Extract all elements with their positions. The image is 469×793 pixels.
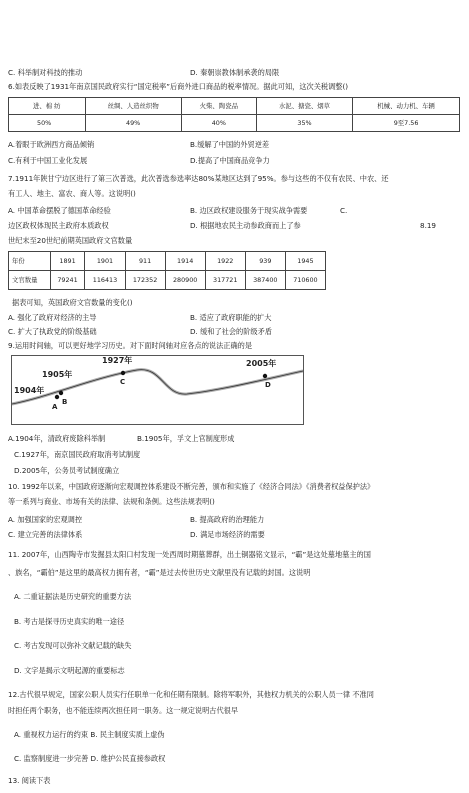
q12-options-cd: C. 监察制度进一步完善 D. 维护公民直接参政权 xyxy=(14,754,166,763)
q6-header-cell: 进、棉 纺 xyxy=(9,98,86,115)
q5-option-d: D. 秦朝崇教体制承袭的局限 xyxy=(190,68,280,77)
q11-stem-line2: 、族名，“霸伯”是这里的最高权力拥有者，“霸”是过去传世历史文献里没有记载的封国。这说明 xyxy=(8,568,311,577)
q8-year-cell: 939 xyxy=(245,252,285,271)
q6-header-cell: 火柴、陶瓷品 xyxy=(181,98,256,115)
q9-label-1927: 1927年 xyxy=(102,356,133,365)
q8-year-cell: 911 xyxy=(125,252,165,271)
q6-value-cell: 9至7.56 xyxy=(353,115,460,132)
q8-year-cell: 1914 xyxy=(165,252,205,271)
q9-point-d-dot xyxy=(263,374,267,378)
q8-count-cell: 172352 xyxy=(125,271,165,290)
q11-option-c: C. 考古发现可以弥补文献记载的缺失 xyxy=(14,641,132,650)
q9-point-a-dot xyxy=(55,395,59,399)
q10-option-d: D. 满足市场经济的需要 xyxy=(190,530,265,539)
q9-option-d: D.2005年，公务员考试制度确立 xyxy=(14,466,120,475)
q9-label-1905: 1905年 xyxy=(42,370,73,379)
q12-stem-line2: 时担任两个职务，也不能连续两次担任同一职务。这一规定说明古代很早 xyxy=(8,706,239,715)
q9-point-c: C xyxy=(120,378,126,386)
q7-stem-line2: 有工人、地主、富农、商人等。这说明() xyxy=(8,189,136,198)
q6-option-a: A.着眼于欧洲西方商品倾销 xyxy=(8,140,95,149)
q6-option-d: D.提高了中国商品竞争力 xyxy=(190,156,270,165)
q10-option-a: A. 加强国家的宏观调控 xyxy=(8,515,83,524)
q6-value-cell: 35% xyxy=(256,115,352,132)
q10-stem-line1: 10. 1992年以来，中国政府逐渐向宏观调控体系建设不断完善，颁布和实施了《经济合同法》《消费者权益保护法》 xyxy=(8,482,375,491)
q8-count-cell: 116413 xyxy=(85,271,125,290)
q9-point-a: A xyxy=(52,403,58,411)
q8-count-cell: 317721 xyxy=(205,271,245,290)
q8-option-b: B. 适应了政府职能的扩大 xyxy=(190,313,272,322)
q8-option-c: C. 扩大了执政党的阶级基础 xyxy=(8,327,97,336)
q8-year-cell: 1945 xyxy=(285,252,325,271)
q6-option-c: C.有利于中国工业化发展 xyxy=(8,156,88,165)
q10-option-b: B. 提高政府的治理能力 xyxy=(190,515,265,524)
q6-value-cell: 49% xyxy=(85,115,181,132)
q6-value-cell: 40% xyxy=(181,115,256,132)
q8-stem: 据表可知，英国政府文官数量的变化() xyxy=(12,298,133,307)
q12-options-ab: A. 重视权力运行的约束 B. 民主制度实质上虚伪 xyxy=(14,730,165,739)
q6-value-cell: 50% xyxy=(9,115,86,132)
q9-stem: 9.运用时间轴，可以更好地学习历史。对下面时间轴对应各点的说法正确的是 xyxy=(8,341,253,350)
q9-point-c-dot xyxy=(121,371,125,375)
q7-option-a: A. 中国革命摆脱了德国革命经验 xyxy=(8,206,111,215)
q5-option-c: C. 科举制对科技的推动 xyxy=(8,68,83,77)
q8-year-cell: 1922 xyxy=(205,252,245,271)
q8-option-a: A. 强化了政府对经济的主导 xyxy=(8,313,97,322)
q9-option-a: A.1904年，清政府废除科举制 xyxy=(8,434,106,443)
q6-header-cell: 机械、动力机、车辆 xyxy=(353,98,460,115)
q10-option-c: C. 建立完善的法律体系 xyxy=(8,530,83,539)
q8-count-cell: 387400 xyxy=(245,271,285,290)
q11-option-d: D. 文字是揭示文明起源的重要标志 xyxy=(14,666,125,675)
q13-stem: 13. 阅读下表 xyxy=(8,776,51,785)
q8-row-label: 文官数量 xyxy=(9,271,51,290)
q8-year-cell: 1901 xyxy=(85,252,125,271)
q7-option-d: D. 根据地农民主动参政商而上了参 xyxy=(190,221,301,230)
q10-stem-line2: 等一系列与商业、市场有关的法律、法规和条例。这些法规表明() xyxy=(8,497,215,506)
q8-row-label: 年份 xyxy=(9,252,51,271)
q8-count-cell: 710600 xyxy=(285,271,325,290)
q9-label-2005: 2005年 xyxy=(246,359,277,368)
q7-stem-line1: 7.1911年陕甘宁边区进行了第三次普选，此次普选参选率达80%某地区达到了95%。参与这些的不仅有农民、中农、还 xyxy=(8,174,389,183)
q8-table-title: 世纪末至20世纪前期英国政府文官数量 xyxy=(8,236,133,245)
q9-label-1904: 1904年 xyxy=(14,386,45,395)
q6-header-cell: 丝绸、人造丝织物 xyxy=(85,98,181,115)
q8-count-cell: 280900 xyxy=(165,271,205,290)
q8-year-cell: 1891 xyxy=(50,252,85,271)
q12-stem-line1: 12.古代很早规定，国家公职人员实行任职单一化和任期有限制。除将军职外，其他权力机关的公职人员一律 不准同 xyxy=(8,690,374,699)
q9-timeline-figure xyxy=(11,355,304,425)
q6-header-cell: 水泥、搪瓷、烟草 xyxy=(256,98,352,115)
q7-option-c-letter: C. xyxy=(340,206,348,215)
q9-point-b-dot xyxy=(59,391,63,395)
q8-count-cell: 79241 xyxy=(50,271,85,290)
q9-point-d: D xyxy=(265,381,271,389)
q11-option-b: B. 考古是探寻历史真实的唯一途径 xyxy=(14,617,125,626)
q11-option-a: A. 二重证据法是历史研究的重要方法 xyxy=(14,592,132,601)
q9-option-b: B.1905年，孚文上官制度形成 xyxy=(137,434,235,443)
q8-number: 8.19 xyxy=(420,221,437,230)
q9-option-c: C.1927年，南京国民政府取消考试制度 xyxy=(14,450,141,459)
q8-option-d: D. 缓和了社会的阶级矛盾 xyxy=(190,327,272,336)
q6-tariff-table xyxy=(8,97,460,132)
q11-stem-line1: 11. 2007年，山西陶寺市发掘县太阳口村发现一处西周时期墓葬群，出土铜器铭文显示，“霸”是这处墓地墓主的国 xyxy=(8,550,371,559)
q6-stem: 6.如表反映了1931年南京国民政府实行“国定税率”后商外进口商品的税率情况。据此可知，这次关税调整() xyxy=(8,82,349,91)
q8-civil-servant-table xyxy=(8,251,326,290)
q7-option-c: 边区政权体现民主政府本质政权 xyxy=(8,221,109,230)
q6-option-b: B.缓解了中国的外贸逆差 xyxy=(190,140,270,149)
q7-option-b: B. 边区政权建设服务于现实战争需要 xyxy=(190,206,308,215)
q9-point-b: B xyxy=(62,398,68,406)
